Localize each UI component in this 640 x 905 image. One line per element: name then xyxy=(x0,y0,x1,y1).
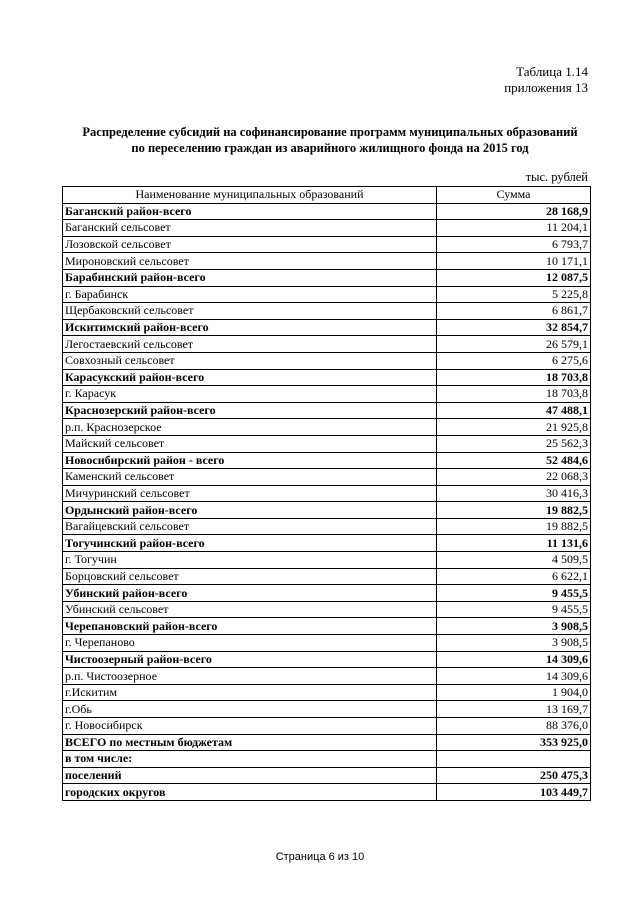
table-row xyxy=(63,751,591,768)
column-header-name: Наименование муниципальных образований xyxy=(63,187,437,204)
municipality-name-cell: ВСЕГО по местным бюджетам xyxy=(63,734,437,751)
table-row xyxy=(63,236,591,253)
municipality-name-cell: р.п. Краснозерское xyxy=(63,419,437,436)
table-row xyxy=(63,734,591,751)
table-row xyxy=(63,651,591,668)
municipality-name-cell: р.п. Чистоозерное xyxy=(63,668,437,685)
table-row xyxy=(63,203,591,220)
table-row xyxy=(63,435,591,452)
table-row xyxy=(63,220,591,237)
table-row xyxy=(63,369,591,386)
municipality-name-cell: Карасукский район-всего xyxy=(63,369,437,386)
table-row xyxy=(63,568,591,585)
municipality-name-cell: г. Барабинск xyxy=(63,286,437,303)
subsidy-table xyxy=(62,186,591,801)
table-row xyxy=(63,502,591,519)
sum-cell: 1 904,0 xyxy=(437,684,591,701)
municipality-name-cell: Мичуринский сельсовет xyxy=(63,485,437,502)
sum-cell: 4 509,5 xyxy=(437,552,591,569)
sum-cell: 6 861,7 xyxy=(437,303,591,320)
table-row xyxy=(63,618,591,635)
table-row xyxy=(63,485,591,502)
table-row xyxy=(63,402,591,419)
sum-cell: 18 703,8 xyxy=(437,369,591,386)
table-row xyxy=(63,585,591,602)
document-title xyxy=(50,124,610,156)
table-row xyxy=(63,452,591,469)
table-row xyxy=(63,319,591,336)
municipality-name-cell: г. Тогучин xyxy=(63,552,437,569)
sum-cell: 11 204,1 xyxy=(437,220,591,237)
sum-cell: 52 484,6 xyxy=(437,452,591,469)
municipality-name-cell: Баганский сельсовет xyxy=(63,220,437,237)
table-row xyxy=(63,601,591,618)
table-row xyxy=(63,269,591,286)
table-row xyxy=(63,701,591,718)
table-row xyxy=(63,784,591,801)
table-row xyxy=(63,535,591,552)
sum-cell: 14 309,6 xyxy=(437,651,591,668)
table-row xyxy=(63,668,591,685)
municipality-name-cell: поселений xyxy=(63,767,437,784)
municipality-name-cell: городских округов xyxy=(63,784,437,801)
municipality-name-cell: Лозовской сельсовет xyxy=(63,236,437,253)
sum-cell: 6 275,6 xyxy=(437,352,591,369)
sum-cell: 47 488,1 xyxy=(437,402,591,419)
table-row xyxy=(63,352,591,369)
municipality-name-cell: Новосибирский район - всего xyxy=(63,452,437,469)
table-row xyxy=(63,684,591,701)
municipality-name-cell: Баганский район-всего xyxy=(63,203,437,220)
sum-cell: 6 622,1 xyxy=(437,568,591,585)
municipality-name-cell: г. Новосибирск xyxy=(63,718,437,735)
sum-cell: 14 309,6 xyxy=(437,668,591,685)
municipality-name-cell: Убинский район-всего xyxy=(63,585,437,602)
municipality-name-cell: Мироновский сельсовет xyxy=(63,253,437,270)
sum-cell: 10 171,1 xyxy=(437,253,591,270)
municipality-name-cell: Щербаковский сельсовет xyxy=(63,303,437,320)
table-row xyxy=(63,303,591,320)
table-number: Таблица 1.14 xyxy=(516,64,588,79)
sum-cell: 88 376,0 xyxy=(437,718,591,735)
sum-cell: 12 087,5 xyxy=(437,269,591,286)
sum-cell: 5 225,8 xyxy=(437,286,591,303)
table-row xyxy=(63,286,591,303)
table-row xyxy=(63,419,591,436)
column-header-sum: Сумма xyxy=(437,187,591,204)
title-line-2: по переселению граждан из аварийного жилищного фонда на 2015 год xyxy=(131,141,529,155)
table-body xyxy=(63,203,591,800)
sum-cell: 13 169,7 xyxy=(437,701,591,718)
table-row xyxy=(63,469,591,486)
sum-cell: 3 908,5 xyxy=(437,635,591,652)
page-footer: Страница 6 из 10 xyxy=(275,851,365,863)
sum-cell: 25 562,3 xyxy=(437,435,591,452)
table-row xyxy=(63,518,591,535)
table-row xyxy=(63,336,591,353)
table-header-row xyxy=(63,187,591,204)
sum-cell: 19 882,5 xyxy=(437,518,591,535)
municipality-name-cell: Майский сельсовет xyxy=(63,435,437,452)
sum-cell: 26 579,1 xyxy=(437,336,591,353)
municipality-name-cell: Каменский сельсовет xyxy=(63,469,437,486)
municipality-name-cell: Убинский сельсовет xyxy=(63,601,437,618)
title-line-1: Распределение субсидий на софинансирование программ муниципальных образований xyxy=(82,125,578,139)
sum-cell: 30 416,3 xyxy=(437,485,591,502)
sum-cell: 6 793,7 xyxy=(437,236,591,253)
municipality-name-cell: г. Черепаново xyxy=(63,635,437,652)
sum-cell: 9 455,5 xyxy=(437,601,591,618)
table-reference xyxy=(504,64,588,96)
sum-cell: 353 925,0 xyxy=(437,734,591,751)
sum-cell xyxy=(437,751,591,768)
sum-cell: 19 882,5 xyxy=(437,502,591,519)
municipality-name-cell: Искитимский район-всего xyxy=(63,319,437,336)
table-row xyxy=(63,635,591,652)
sum-cell: 3 908,5 xyxy=(437,618,591,635)
sum-cell: 21 925,8 xyxy=(437,419,591,436)
municipality-name-cell: Краснозерский район-всего xyxy=(63,402,437,419)
municipality-name-cell: в том числе: xyxy=(63,751,437,768)
municipality-name-cell: Чистоозерный район-всего xyxy=(63,651,437,668)
appendix-number: приложения 13 xyxy=(504,80,588,95)
table-row xyxy=(63,386,591,403)
sum-cell: 11 131,6 xyxy=(437,535,591,552)
table-row xyxy=(63,552,591,569)
sum-cell: 22 068,3 xyxy=(437,469,591,486)
table-row xyxy=(63,767,591,784)
municipality-name-cell: Легостаевский сельсовет xyxy=(63,336,437,353)
municipality-name-cell: Барабинский район-всего xyxy=(63,269,437,286)
municipality-name-cell: Совхозный сельсовет xyxy=(63,352,437,369)
municipality-name-cell: Борцовский сельсовет xyxy=(63,568,437,585)
sum-cell: 250 475,3 xyxy=(437,767,591,784)
sum-cell: 9 455,5 xyxy=(437,585,591,602)
municipality-name-cell: г.Обь xyxy=(63,701,437,718)
sum-cell: 103 449,7 xyxy=(437,784,591,801)
sum-cell: 32 854,7 xyxy=(437,319,591,336)
municipality-name-cell: г. Карасук xyxy=(63,386,437,403)
municipality-name-cell: Ордынский район-всего xyxy=(63,502,437,519)
sum-cell: 18 703,8 xyxy=(437,386,591,403)
table-row xyxy=(63,718,591,735)
table-row xyxy=(63,253,591,270)
units-label: тыс. рублей xyxy=(525,170,588,184)
municipality-name-cell: г.Искитим xyxy=(63,684,437,701)
sum-cell: 28 168,9 xyxy=(437,203,591,220)
municipality-name-cell: Черепановский район-всего xyxy=(63,618,437,635)
municipality-name-cell: Тогучинский район-всего xyxy=(63,535,437,552)
municipality-name-cell: Вагайцевский сельсовет xyxy=(63,518,437,535)
